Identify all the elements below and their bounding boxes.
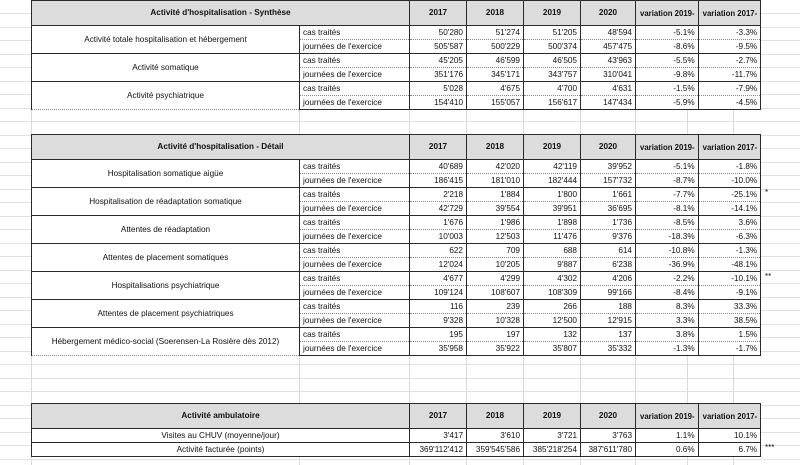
table-row xyxy=(32,188,761,202)
value-cell: 116 xyxy=(410,300,467,314)
value-cell: 108'607 xyxy=(467,286,524,300)
value-cell: 195 xyxy=(410,328,467,342)
metric-label: journées de l'exercice xyxy=(300,202,410,216)
metric-label: journées de l'exercice xyxy=(300,342,410,356)
table-title: Activité d'hospitalisation - Détail xyxy=(32,135,410,160)
value-cell: 457'475 xyxy=(581,40,636,54)
metric-label: journées de l'exercice xyxy=(300,230,410,244)
value-cell: 46'505 xyxy=(524,54,581,68)
table-title: Activité d'hospitalisation - Synthèse xyxy=(32,1,410,26)
variation-cell: 8.3% xyxy=(636,300,699,314)
value-cell: 500'374 xyxy=(524,40,581,54)
year-header: 2017 xyxy=(410,404,467,429)
value-cell: 4'675 xyxy=(467,82,524,96)
variation-cell: -10.0% xyxy=(698,174,761,188)
value-cell: 4'631 xyxy=(581,82,636,96)
table-header-row xyxy=(32,404,761,429)
variation-cell: -2.7% xyxy=(698,54,761,68)
value-cell: 35'922 xyxy=(467,342,524,356)
value-cell: 132 xyxy=(524,328,581,342)
table-row xyxy=(32,300,761,314)
value-cell: 3'610 xyxy=(467,429,524,443)
variation-cell: -5.9% xyxy=(636,96,699,110)
value-cell: 137 xyxy=(581,328,636,342)
value-cell: 10'003 xyxy=(410,230,467,244)
value-cell: 343'757 xyxy=(524,68,581,82)
year-header: 2019 xyxy=(524,1,581,26)
group-label: Attentes de placement psychiatriques xyxy=(32,300,300,328)
grid-row-line xyxy=(0,121,800,122)
year-header: 2018 xyxy=(467,404,524,429)
value-cell: 310'041 xyxy=(581,68,636,82)
footnote-marker: * xyxy=(765,188,769,197)
metric-label: journées de l'exercice xyxy=(300,68,410,82)
group-label: Hospitalisation somatique aigüe xyxy=(32,160,300,188)
variation-cell: -8.4% xyxy=(636,286,699,300)
value-cell: 1'986 xyxy=(467,216,524,230)
variation-cell: -4.5% xyxy=(698,96,761,110)
value-cell: 709 xyxy=(467,244,524,258)
value-cell: 155'057 xyxy=(467,96,524,110)
value-cell: 2'218 xyxy=(410,188,467,202)
value-cell: 36'695 xyxy=(581,202,636,216)
variation-cell: -7.9% xyxy=(698,82,761,96)
variation-cell: -14.1% xyxy=(698,202,761,216)
group-label: Hébergement médico-social (Soerensen-La Rosière dès 2012) xyxy=(32,328,300,356)
grid-row-line xyxy=(0,378,800,379)
metric-label: journées de l'exercice xyxy=(300,40,410,54)
metric-label: cas traités xyxy=(300,300,410,314)
year-header: 2019 xyxy=(524,135,581,160)
value-cell: 51'205 xyxy=(524,26,581,40)
table-header-row xyxy=(32,135,761,160)
metric-label: journées de l'exercice xyxy=(300,258,410,272)
value-cell: 688 xyxy=(524,244,581,258)
value-cell: 39'951 xyxy=(524,202,581,216)
table-row xyxy=(32,429,761,443)
value-cell: 12'503 xyxy=(467,230,524,244)
metric-label: cas traités xyxy=(300,54,410,68)
value-cell: 48'594 xyxy=(581,26,636,40)
variation-cell: 6.7% xyxy=(698,443,761,457)
value-cell: 39'952 xyxy=(581,160,636,174)
variation-header: variation 2019- xyxy=(636,1,699,26)
group-label: Attentes de réadaptation xyxy=(32,216,300,244)
grid-row-line xyxy=(0,391,800,392)
value-cell: 6'238 xyxy=(581,258,636,272)
value-cell: 109'124 xyxy=(410,286,467,300)
variation-cell: 1.5% xyxy=(698,328,761,342)
group-label: Activité psychiatrique xyxy=(32,82,300,110)
table-row xyxy=(32,443,761,457)
value-cell: 12'500 xyxy=(524,314,581,328)
value-cell: 182'444 xyxy=(524,174,581,188)
value-cell: 45'205 xyxy=(410,54,467,68)
value-cell: 9'328 xyxy=(410,314,467,328)
variation-cell: 3.8% xyxy=(636,328,699,342)
value-cell: 369'112'412 xyxy=(410,443,467,457)
table-row xyxy=(32,244,761,258)
value-cell: 351'176 xyxy=(410,68,467,82)
value-cell: 11'476 xyxy=(524,230,581,244)
value-cell: 614 xyxy=(581,244,636,258)
detail-table xyxy=(31,134,761,356)
value-cell: 9'887 xyxy=(524,258,581,272)
value-cell: 9'376 xyxy=(581,230,636,244)
value-cell: 35'807 xyxy=(524,342,581,356)
variation-cell: -3.3% xyxy=(698,26,761,40)
year-header: 2020 xyxy=(581,1,636,26)
group-label: Activité totale hospitalisation et hébergement xyxy=(32,26,300,54)
variation-cell: 3.6% xyxy=(698,216,761,230)
footnote-marker: ** xyxy=(765,272,772,281)
year-header: 2019 xyxy=(524,404,581,429)
value-cell: 1'736 xyxy=(581,216,636,230)
value-cell: 4'206 xyxy=(581,272,636,286)
variation-cell: -5.5% xyxy=(636,54,699,68)
variation-cell: -8.5% xyxy=(636,216,699,230)
table-row xyxy=(32,26,761,40)
value-cell: 1'676 xyxy=(410,216,467,230)
variation-cell: -10.1% xyxy=(698,272,761,286)
variation-cell: 3.3% xyxy=(636,314,699,328)
group-label: Hospitalisation de réadaptation somatique xyxy=(32,188,300,216)
variation-cell: -2.2% xyxy=(636,272,699,286)
variation-cell: -36.9% xyxy=(636,258,699,272)
variation-header: variation 2017- xyxy=(698,404,761,429)
value-cell: 3'763 xyxy=(581,429,636,443)
variation-cell: -8.1% xyxy=(636,202,699,216)
value-cell: 181'010 xyxy=(467,174,524,188)
metric-label: cas traités xyxy=(300,272,410,286)
variation-cell: -1.7% xyxy=(698,342,761,356)
variation-cell: -18.3% xyxy=(636,230,699,244)
variation-cell: 33.3% xyxy=(698,300,761,314)
value-cell: 1'884 xyxy=(467,188,524,202)
value-cell: 4'302 xyxy=(524,272,581,286)
value-cell: 40'689 xyxy=(410,160,467,174)
table-row xyxy=(32,216,761,230)
table-row xyxy=(32,272,761,286)
metric-label: cas traités xyxy=(300,216,410,230)
value-cell: 43'963 xyxy=(581,54,636,68)
year-header: 2020 xyxy=(581,404,636,429)
value-cell: 197 xyxy=(467,328,524,342)
metric-label: Activité facturée (points) xyxy=(32,443,410,457)
metric-label: cas traités xyxy=(300,188,410,202)
value-cell: 186'415 xyxy=(410,174,467,188)
year-header: 2018 xyxy=(467,1,524,26)
variation-cell: -1.5% xyxy=(636,82,699,96)
value-cell: 12'024 xyxy=(410,258,467,272)
value-cell: 1'661 xyxy=(581,188,636,202)
variation-cell: 38.5% xyxy=(698,314,761,328)
metric-label: cas traités xyxy=(300,82,410,96)
value-cell: 359'545'586 xyxy=(467,443,524,457)
grid-row-line xyxy=(0,459,800,460)
value-cell: 505'587 xyxy=(410,40,467,54)
value-cell: 345'171 xyxy=(467,68,524,82)
value-cell: 500'229 xyxy=(467,40,524,54)
value-cell: 42'729 xyxy=(410,202,467,216)
variation-cell: 1.1% xyxy=(636,429,699,443)
variation-cell: -48.1% xyxy=(698,258,761,272)
value-cell: 42'119 xyxy=(524,160,581,174)
variation-cell: -5.1% xyxy=(636,26,699,40)
year-header: 2018 xyxy=(467,135,524,160)
metric-label: journées de l'exercice xyxy=(300,96,410,110)
value-cell: 42'020 xyxy=(467,160,524,174)
value-cell: 50'280 xyxy=(410,26,467,40)
year-header: 2017 xyxy=(410,135,467,160)
table-header-row xyxy=(32,1,761,26)
value-cell: 51'274 xyxy=(467,26,524,40)
value-cell: 385'218'254 xyxy=(524,443,581,457)
variation-cell: -11.7% xyxy=(698,68,761,82)
year-header: 2020 xyxy=(581,135,636,160)
variation-cell: -6.3% xyxy=(698,230,761,244)
variation-cell: -1.3% xyxy=(636,342,699,356)
variation-cell: -5.1% xyxy=(636,160,699,174)
variation-cell: 0.6% xyxy=(636,443,699,457)
value-cell: 35'332 xyxy=(581,342,636,356)
value-cell: 99'166 xyxy=(581,286,636,300)
value-cell: 188 xyxy=(581,300,636,314)
metric-label: journées de l'exercice xyxy=(300,286,410,300)
ambulatoire-table xyxy=(31,403,761,457)
metric-label: Visites au CHUV (moyenne/jour) xyxy=(32,429,410,443)
value-cell: 147'434 xyxy=(581,96,636,110)
year-header: 2017 xyxy=(410,1,467,26)
variation-cell: -1.3% xyxy=(698,244,761,258)
table-row xyxy=(32,160,761,174)
table-row xyxy=(32,328,761,342)
metric-label: journées de l'exercice xyxy=(300,314,410,328)
value-cell: 39'554 xyxy=(467,202,524,216)
variation-cell: -8.7% xyxy=(636,174,699,188)
value-cell: 4'677 xyxy=(410,272,467,286)
group-label: Attentes de placement somatiques xyxy=(32,244,300,272)
group-label: Hospitalisations psychiatrique xyxy=(32,272,300,300)
metric-label: cas traités xyxy=(300,26,410,40)
grid-row-line xyxy=(0,364,800,365)
variation-header: variation 2019- xyxy=(636,404,699,429)
value-cell: 387'611'780 xyxy=(581,443,636,457)
value-cell: 108'309 xyxy=(524,286,581,300)
value-cell: 157'732 xyxy=(581,174,636,188)
value-cell: 10'205 xyxy=(467,258,524,272)
value-cell: 3'417 xyxy=(410,429,467,443)
synthese-table xyxy=(31,0,761,110)
metric-label: cas traités xyxy=(300,160,410,174)
value-cell: 5'028 xyxy=(410,82,467,96)
value-cell: 35'958 xyxy=(410,342,467,356)
variation-cell: -10.8% xyxy=(636,244,699,258)
metric-label: cas traités xyxy=(300,244,410,258)
value-cell: 12'915 xyxy=(581,314,636,328)
variation-cell: 10.1% xyxy=(698,429,761,443)
value-cell: 10'328 xyxy=(467,314,524,328)
value-cell: 4'700 xyxy=(524,82,581,96)
value-cell: 154'410 xyxy=(410,96,467,110)
metric-label: journées de l'exercice xyxy=(300,174,410,188)
footnote-marker: *** xyxy=(765,443,775,452)
value-cell: 622 xyxy=(410,244,467,258)
variation-header: variation 2019- xyxy=(636,135,699,160)
variation-cell: -9.5% xyxy=(698,40,761,54)
variation-header: variation 2017- xyxy=(698,1,761,26)
variation-cell: -8.6% xyxy=(636,40,699,54)
value-cell: 266 xyxy=(524,300,581,314)
value-cell: 156'617 xyxy=(524,96,581,110)
value-cell: 4'299 xyxy=(467,272,524,286)
variation-cell: -25.1% xyxy=(698,188,761,202)
metric-label: cas traités xyxy=(300,328,410,342)
variation-header: variation 2017- xyxy=(698,135,761,160)
value-cell: 239 xyxy=(467,300,524,314)
table-row xyxy=(32,54,761,68)
group-label: Activité somatique xyxy=(32,54,300,82)
value-cell: 1'800 xyxy=(524,188,581,202)
table-title: Activité ambulatoire xyxy=(32,404,410,429)
variation-cell: -9.1% xyxy=(698,286,761,300)
table-row xyxy=(32,82,761,96)
variation-cell: -1.8% xyxy=(698,160,761,174)
variation-cell: -9.8% xyxy=(636,68,699,82)
value-cell: 3'721 xyxy=(524,429,581,443)
value-cell: 1'898 xyxy=(524,216,581,230)
variation-cell: -7.7% xyxy=(636,188,699,202)
value-cell: 46'599 xyxy=(467,54,524,68)
